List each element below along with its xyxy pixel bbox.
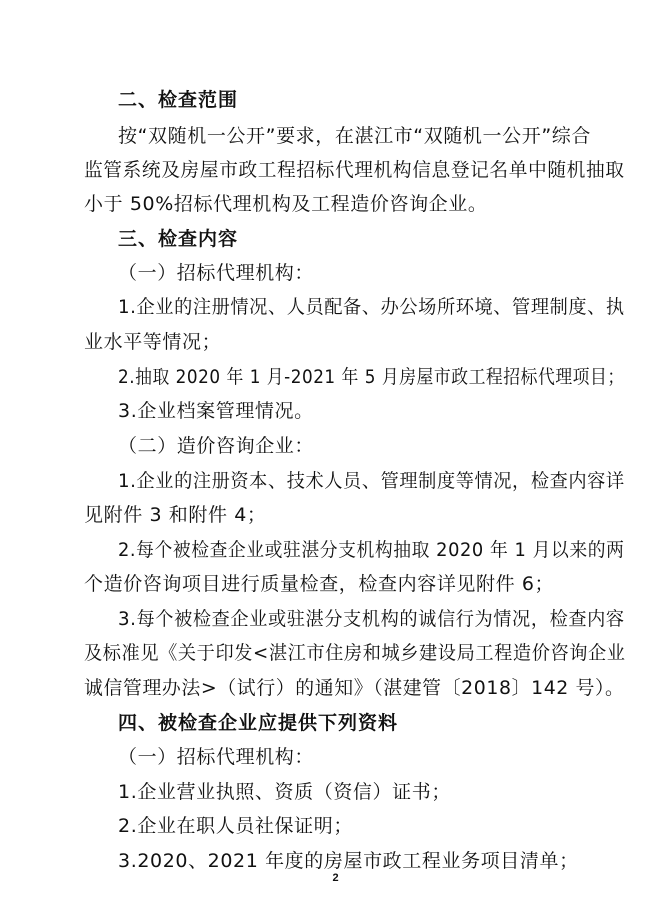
paragraph-line: 监管系统及房屋市政工程招标代理机构信息登记名单中随机抽取 <box>84 159 625 181</box>
page-number: 2 <box>332 872 339 884</box>
list-item: 2.每个被检查企业或驻湛分支机构抽取 2020 年 1 月以来的两 <box>118 539 625 561</box>
list-item: 1.企业的注册情况、人员配备、办公场所环境、管理制度、执 <box>118 296 625 318</box>
subsection-heading: （一）招标代理机构： <box>118 746 315 768</box>
subsection-heading: （二）造价咨询企业： <box>118 435 315 457</box>
list-item: 3.每个被检查企业或驻湛分支机构的诚信行为情况，检查内容 <box>118 608 625 630</box>
paragraph-line: 小于 50%招标代理机构及工程造价咨询企业。 <box>84 193 488 215</box>
list-item-continuation: 诚信管理办法>（试行）的通知》（湛建管〔2018〕142 号）。 <box>84 677 625 699</box>
section-heading-scope: 二、检查范围 <box>118 89 239 111</box>
list-item-continuation: 业水平等情况； <box>84 331 222 353</box>
subsection-heading: （一）招标代理机构： <box>118 262 315 284</box>
list-item: 2.抽取 2020 年 1 月-2021 年 5 月房屋市政工程招标代理项目； <box>118 366 625 388</box>
list-item: 3.企业档案管理情况。 <box>118 400 314 422</box>
list-item-continuation: 及标准见《关于印发<湛江市住房和城乡建设局工程造价咨询企业 <box>84 642 626 664</box>
list-item-continuation: 见附件 3 和附件 4； <box>84 504 267 526</box>
list-item-continuation: 个造价咨询项目进行质量检查，检查内容详见附件 6； <box>84 573 555 595</box>
list-item: 1.企业营业执照、资质（资信）证书； <box>118 781 451 803</box>
list-item: 2.企业在职人员社保证明； <box>118 815 353 837</box>
list-item: 3.2020、2021 年度的房屋市政工程业务项目清单； <box>118 850 579 872</box>
list-item: 1.企业的注册资本、技术人员、管理制度等情况，检查内容详 <box>118 470 625 492</box>
section-heading-materials: 四、被检查企业应提供下列资料 <box>118 712 399 734</box>
section-heading-content: 三、检查内容 <box>118 228 239 250</box>
paragraph-line: 按“双随机一公开”要求，在湛江市“双随机一公开”综合 <box>118 125 591 147</box>
